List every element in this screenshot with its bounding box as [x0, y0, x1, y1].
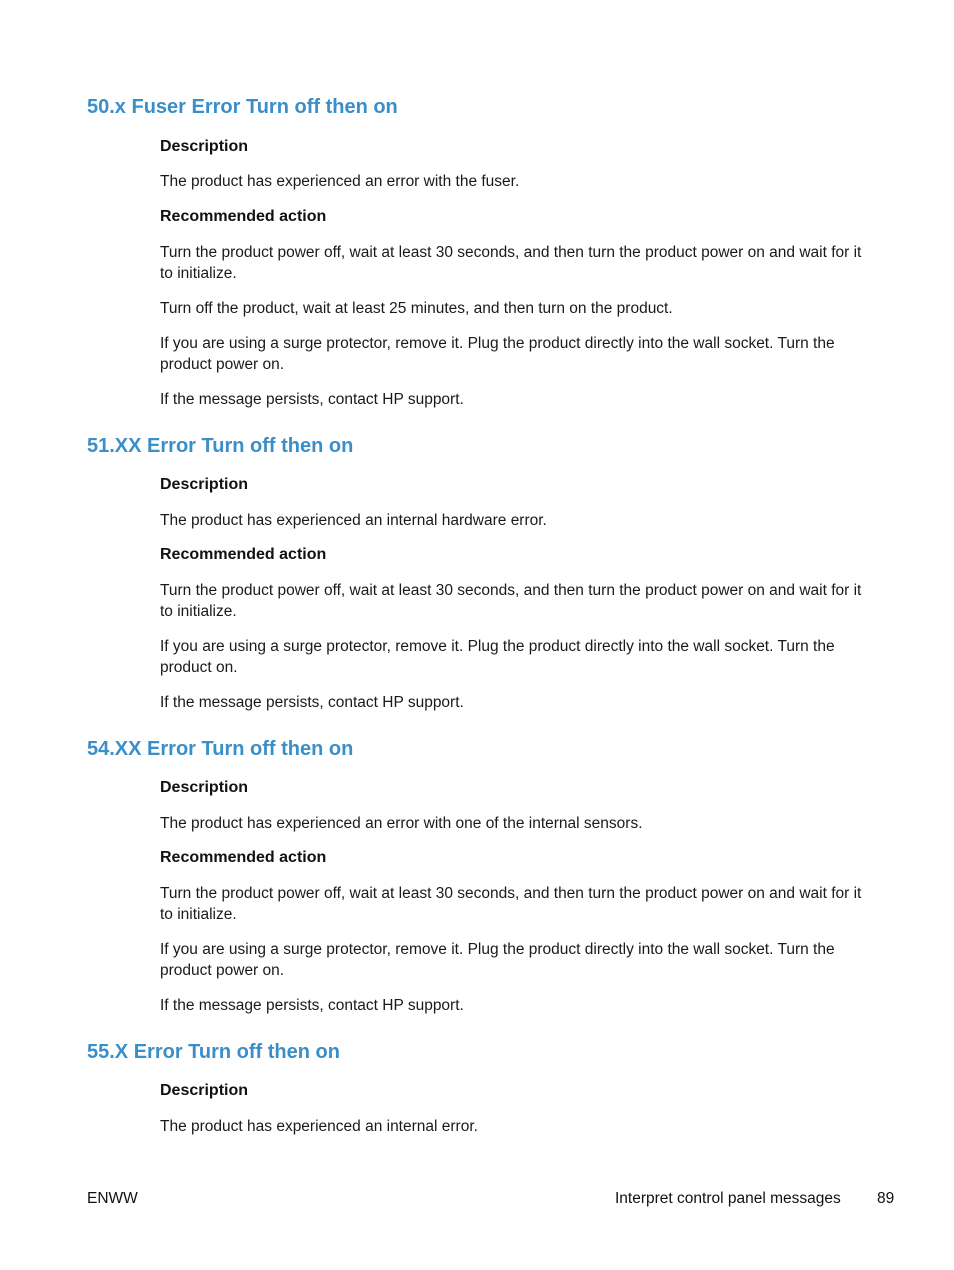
description-text: The product has experienced an internal error.	[160, 1118, 478, 1135]
action-paragraph: If you are using a surge protector, remove it. Plug the product directly into the wall socket. Turn the product power on.	[160, 941, 835, 979]
section-title-50x: 50.x Fuser Error Turn off then on	[87, 96, 398, 118]
action-paragraph: Turn the product power off, wait at least 30 seconds, and then turn the product power on and wait for it to initialize.	[160, 885, 862, 923]
action-paragraph: If you are using a surge protector, remove it. Plug the product directly into the wall socket. Turn the product on.	[160, 638, 835, 676]
action-paragraph: Turn off the product, wait at least 25 minutes, and then turn on the product.	[160, 300, 673, 317]
description-text: The product has experienced an error with the fuser.	[160, 173, 520, 190]
action-paragraph: Turn the product power off, wait at least 30 seconds, and then turn the product power on and wait for it to initialize.	[160, 582, 862, 620]
action-paragraph: Turn the product power off, wait at least 30 seconds, and then turn the product power on and wait for it to initialize.	[160, 244, 862, 282]
section-title-55x: 55.X Error Turn off then on	[87, 1041, 340, 1063]
description-heading: Description	[160, 779, 249, 796]
footer-chapter-title: Interpret control panel messages	[615, 1190, 841, 1207]
action-paragraph: If the message persists, contact HP support.	[160, 694, 464, 711]
action-paragraph: If the message persists, contact HP support.	[160, 997, 464, 1014]
description-text: The product has experienced an error with one of the internal sensors.	[160, 815, 643, 832]
description-text: The product has experienced an internal hardware error.	[160, 512, 547, 529]
action-paragraph: If you are using a surge protector, remove it. Plug the product directly into the wall socket. Turn the product power on.	[160, 335, 835, 373]
footer-page-number: 89	[877, 1190, 895, 1207]
footer-doc-code: ENWW	[87, 1190, 138, 1207]
description-heading: Description	[160, 1082, 249, 1099]
section-title-51xx: 51.XX Error Turn off then on	[87, 435, 354, 457]
description-heading: Description	[160, 476, 249, 493]
description-heading: Description	[160, 138, 249, 155]
recommended-action-heading: Recommended action	[160, 208, 327, 225]
action-paragraph: If the message persists, contact HP support.	[160, 391, 464, 408]
recommended-action-heading: Recommended action	[160, 849, 327, 866]
section-title-54xx: 54.XX Error Turn off then on	[87, 738, 354, 760]
recommended-action-heading: Recommended action	[160, 546, 327, 563]
